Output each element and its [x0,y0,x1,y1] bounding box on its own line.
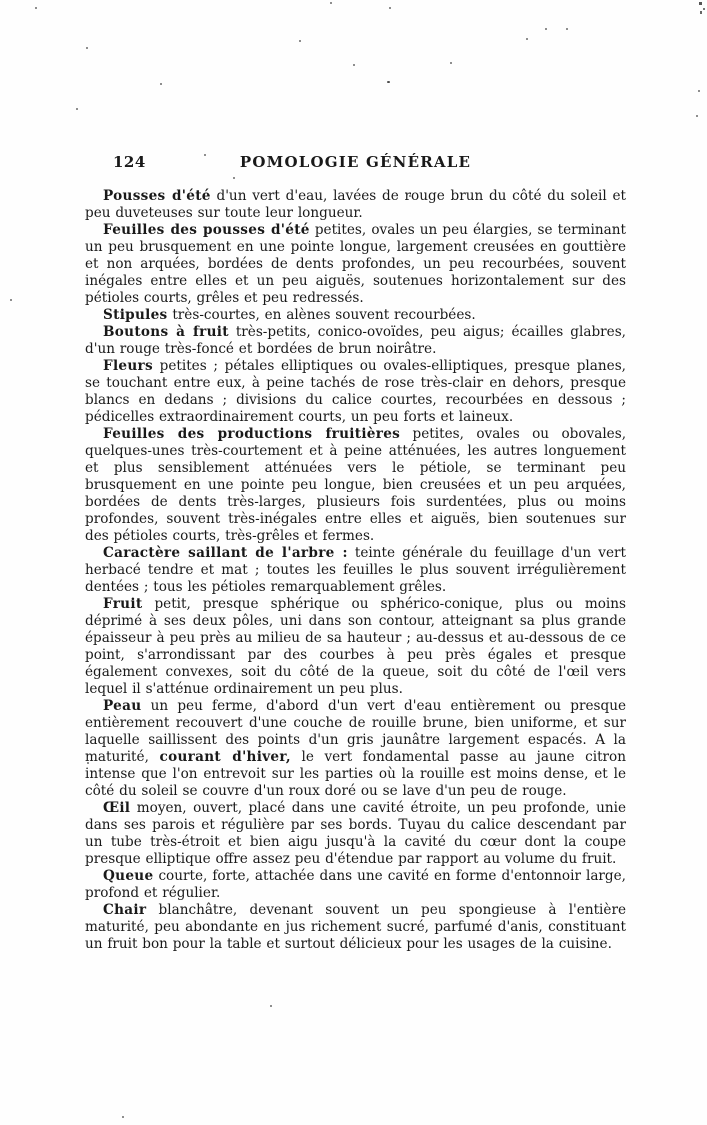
scan-speck [299,40,301,42]
page-number: 124 [113,153,146,171]
paragraph [85,868,626,902]
paragraph-text: petites, ovales un peu élargies, se terminant un peu brusquement en une pointe longue, largement creusées en gouttière et non arquées, bordées de dents profondes, un peu recourbées, souvent inégales entre elles et un peu aiguës, soutenues horizontalement sur des pétioles courts, grêles et peu redressés. [85,222,626,306]
scan-speck [10,299,12,301]
paragraph-text: blanchâtre, devenant souvent un peu spongieuse à l'entière maturité, peu abondante en jus richement sucré, parfumé d'anis, constituant un fruit bon pour la table et surtout délicieux pour les usages de la cuisine. [85,902,626,952]
paragraph [85,596,626,698]
paragraph-lead: Queue [103,868,154,884]
paragraph [85,545,626,596]
paragraph-lead: Fleurs [103,358,153,374]
paragraph [85,222,626,307]
scan-corner-noise [698,0,707,16]
paragraph [85,698,626,800]
paragraph-text: petit, presque sphérique ou sphérico-conique, plus ou moins déprimé à ses deux pôles, uni dans son contour, atteignant sa plus grande épaisseur à peu près au milieu de sa hauteur ; au-dessus et au-dessous de ce point, s'arrondissant par des courbes à peu près égales et presque également convexes, soit du côté de la queue, soit du côté de l'œil vers lequel il s'atténue ordinairement un peu plus. [85,596,626,697]
paragraph-text: d'un vert d'eau, lavées de rouge brun du côté du soleil et peu duveteuses sur toute leur longueur. [85,188,626,221]
scan-speck [35,7,37,9]
scan-speck [330,2,332,4]
scan-speck [160,83,162,85]
scan-speck [545,28,547,30]
scan-speck [526,38,528,40]
paragraph-lead: Boutons à fruit [103,324,229,340]
paragraph-lead: Feuilles des pousses d'été [103,222,310,238]
paragraph-lead: Fruit [103,596,143,612]
paragraph-lead: Chair [103,902,147,918]
paragraph-lead: Peau [103,698,142,714]
paragraph [85,188,626,222]
paragraph-lead: Œil [103,800,131,816]
paragraph-lead: Feuilles des productions fruitières [103,426,401,442]
paragraph [85,800,626,868]
paragraph [85,307,626,324]
paragraph-text: très-courtes, en alènes souvent recourbées. [167,307,476,323]
scan-speck [353,64,355,66]
running-title: POMOLOGIE GÉNÉRALE [239,153,472,171]
scan-speck [389,7,391,9]
paragraph-lead: Stipules [103,307,168,323]
paragraph [85,426,626,545]
scan-speck [122,1116,124,1118]
paragraph-text: petites ; pétales elliptiques ou ovales-elliptiques, presque planes, se touchant entre eux, à peine tachés de rose très-clair en dehors, presque blancs en dedans ; divisions du calice courtes, recourbées en dessous ; pédicelles extraordinairement courts, un peu forts et laineux. [85,358,626,425]
paragraph-lead: Caractère saillant de l'arbre : [103,545,348,561]
scan-speck [387,81,390,83]
paragraph-text: très-petits, conico-ovoïdes, peu aigus; écailles glabres, d'un rouge très-foncé et bordées de brun noirâtre. [85,324,626,357]
text-block [85,153,626,953]
scan-speck [450,62,452,64]
paragraph-text: moyen, ouvert, placé dans une cavité étroite, un peu profonde, unie dans ses parois et régulière par ses bords. Tuyau du calice descendant par un tube très-étroit et bien aigu jusqu'à la cavité du cœur dont la coupe presque elliptique offre assez peu d'étendue par rapport au volume du fruit. [85,800,626,867]
paragraph-text: teinte générale du feuillage d'un vert herbacé tendre et mat ; toutes les feuilles le plus souvent irrégulièrement dentées ; tous les pétioles remarquablement grêles. [85,545,626,595]
paragraph [85,324,626,358]
scan-speck [696,115,698,117]
page-header [85,153,626,173]
scan-speck [76,108,78,110]
paragraph-lead: courant d'hiver, [159,749,291,765]
paragraph-text: courte, forte, attachée dans une cavité en forme d'entonnoir large, profond et régulier. [85,868,626,901]
paragraph-text: le vert fondamental passe au jaune citron intense que l'on entrevoit sur les parties où la rouille est moins dense, et le côté du soleil se couvre d'un roux doré ou se lave d'un peu de rouge. [85,749,626,799]
scan-speck [270,1005,272,1007]
page-body [85,188,626,953]
paragraph-text: petites, ovales ou obovales, quelques-unes très-courtement et à peine atténuées, les autres longuement et plus sensiblement atténuées vers le pétiole, se terminant peu brusquement en une pointe peu longue, bien creusées et un peu arquées, bordées de dents très-larges, plusieurs fois surdentées, plus ou moins profondes, souvent très-inégales entre elles et aiguës, bien soutenues sur des pétioles courts, très-grêles et fermes. [85,426,627,544]
paragraph [85,902,626,953]
paragraph [85,358,626,426]
paragraph-lead: Pousses d'été [103,188,211,204]
paragraph-text: un peu ferme, d'abord d'un vert d'eau entièrement ou presque entièrement recouvert d'une couche de rouille brune, bien uniforme, et sur laquelle saillissent des points d'un gris jaunâtre largement espacés. A la maturité, [85,698,626,765]
scan-speck [698,90,700,92]
scan-speck [566,28,568,30]
scan-speck [86,47,88,49]
